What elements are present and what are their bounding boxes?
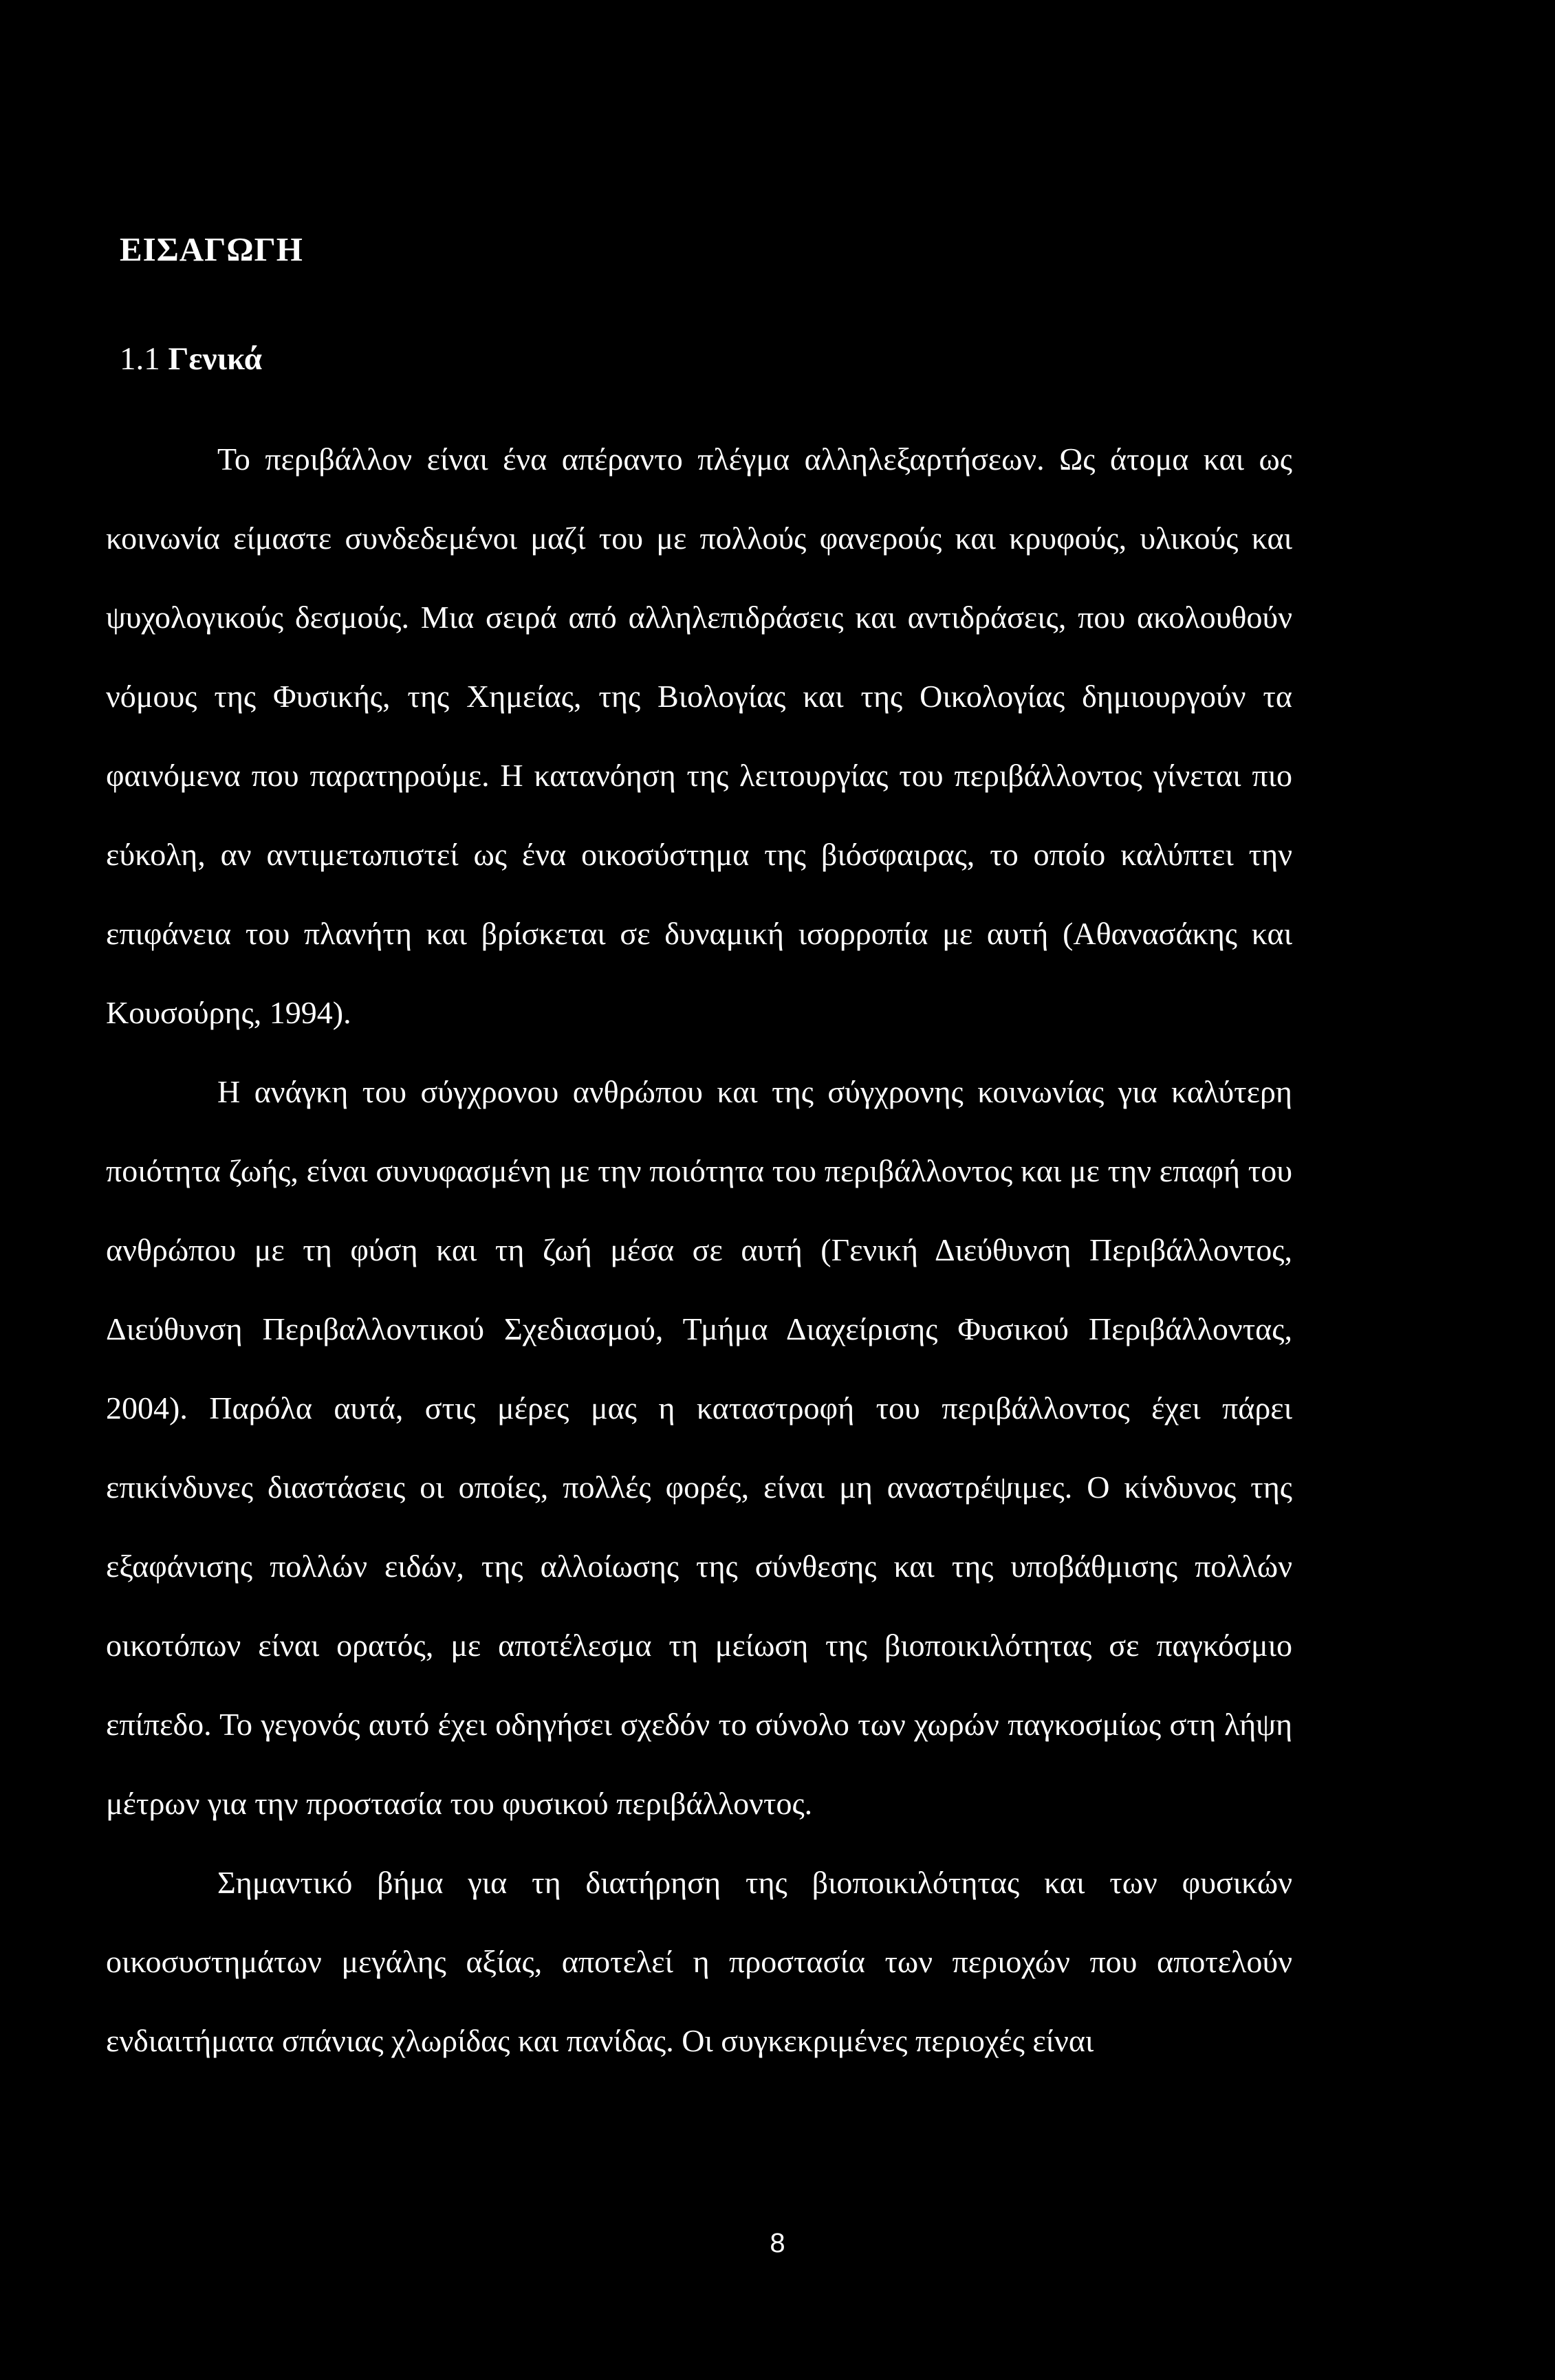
paragraph: Η ανάγκη του σύγχρονου ανθρώπου και της σύγχρονης κοινωνίας για καλύτερη ποιότητα ζωής, είναι συνυφασμένη με την ποιότητα του περιβάλλοντος και με την επαφή του ανθρώπου με τη φύση και τη ζωή μέσα σε αυτή (Γενική Διεύθυνση Περιβάλλοντος, Διεύθυνση Περιβαλλοντικού Σχεδιασμού, Τμήμα Διαχείρισης Φυσικού Περιβάλλοντας, 2004). Παρόλα αυτά, στις μέρες μας η καταστροφή του περιβάλλοντος έχει πάρει επικίνδυνες διαστάσεις οι οποίες, πολλές φορές, είναι μη αναστρέψιμες. Ο κίνδυνος της εξαφάνισης πολλών ειδών, της αλλοίωσης της σύνθεσης και της υποβάθμισης πολλών οικοτόπων είναι ορατός, με αποτέλεσμα τη μείωση της βιοποικιλότητας σε παγκόσμιο επίπεδο. Το γεγονός αυτό έχει οδηγήσει σχεδόν το σύνολο των χωρών παγκοσμίως στη λήψη μέτρων για την προστασία του φυσικού περιβάλλοντος. (106, 1074, 1292, 1821)
page-number: 8 (770, 2228, 785, 2258)
chapter-title: ΕΙΣΑΓΩΓΗ (120, 230, 303, 268)
paragraph: Σημαντικό βήμα για τη διατήρηση της βιοποικιλότητας και των φυσικών οικοσυστημάτων μεγάλης αξίας, αποτελεί η προστασία των περιοχών που αποτελούν ενδιαιτήματα σπάνιας χλωρίδας και πανίδας. Οι συγκεκριμένες περιοχές είναι (106, 1865, 1292, 2058)
body-text (106, 419, 1292, 2080)
section-number: 1.1 (120, 341, 160, 377)
paragraph: Το περιβάλλον είναι ένα απέραντο πλέγμα αλληλεξαρτήσεων. Ως άτομα και ως κοινωνία είμαστε συνδεδεμένοι μαζί του με πολλούς φανερούς και κρυφούς, υλικούς και ψυχολογικούς δεσμούς. Μια σειρά από αλληλεπιδράσεις και αντιδράσεις, που ακολουθούν νόμους της Φυσικής, της Χημείας, της Βιολογίας και της Οικολογίας δημιουργούν τα φαινόμενα που παρατηρούμε. Η κατανόηση της λειτουργίας του περιβάλλοντος γίνεται πιο εύκολη, αν αντιμετωπιστεί ως ένα οικοσύστημα της βιόσφαιρας, το οποίο καλύπτει την επιφάνεια του πλανήτη και βρίσκεται σε δυναμική ισορροπία με αυτή (Αθανασάκης και Κουσούρης, 1994). (106, 441, 1292, 1030)
section-title: Γενικά (168, 341, 263, 377)
section-heading (120, 340, 262, 378)
